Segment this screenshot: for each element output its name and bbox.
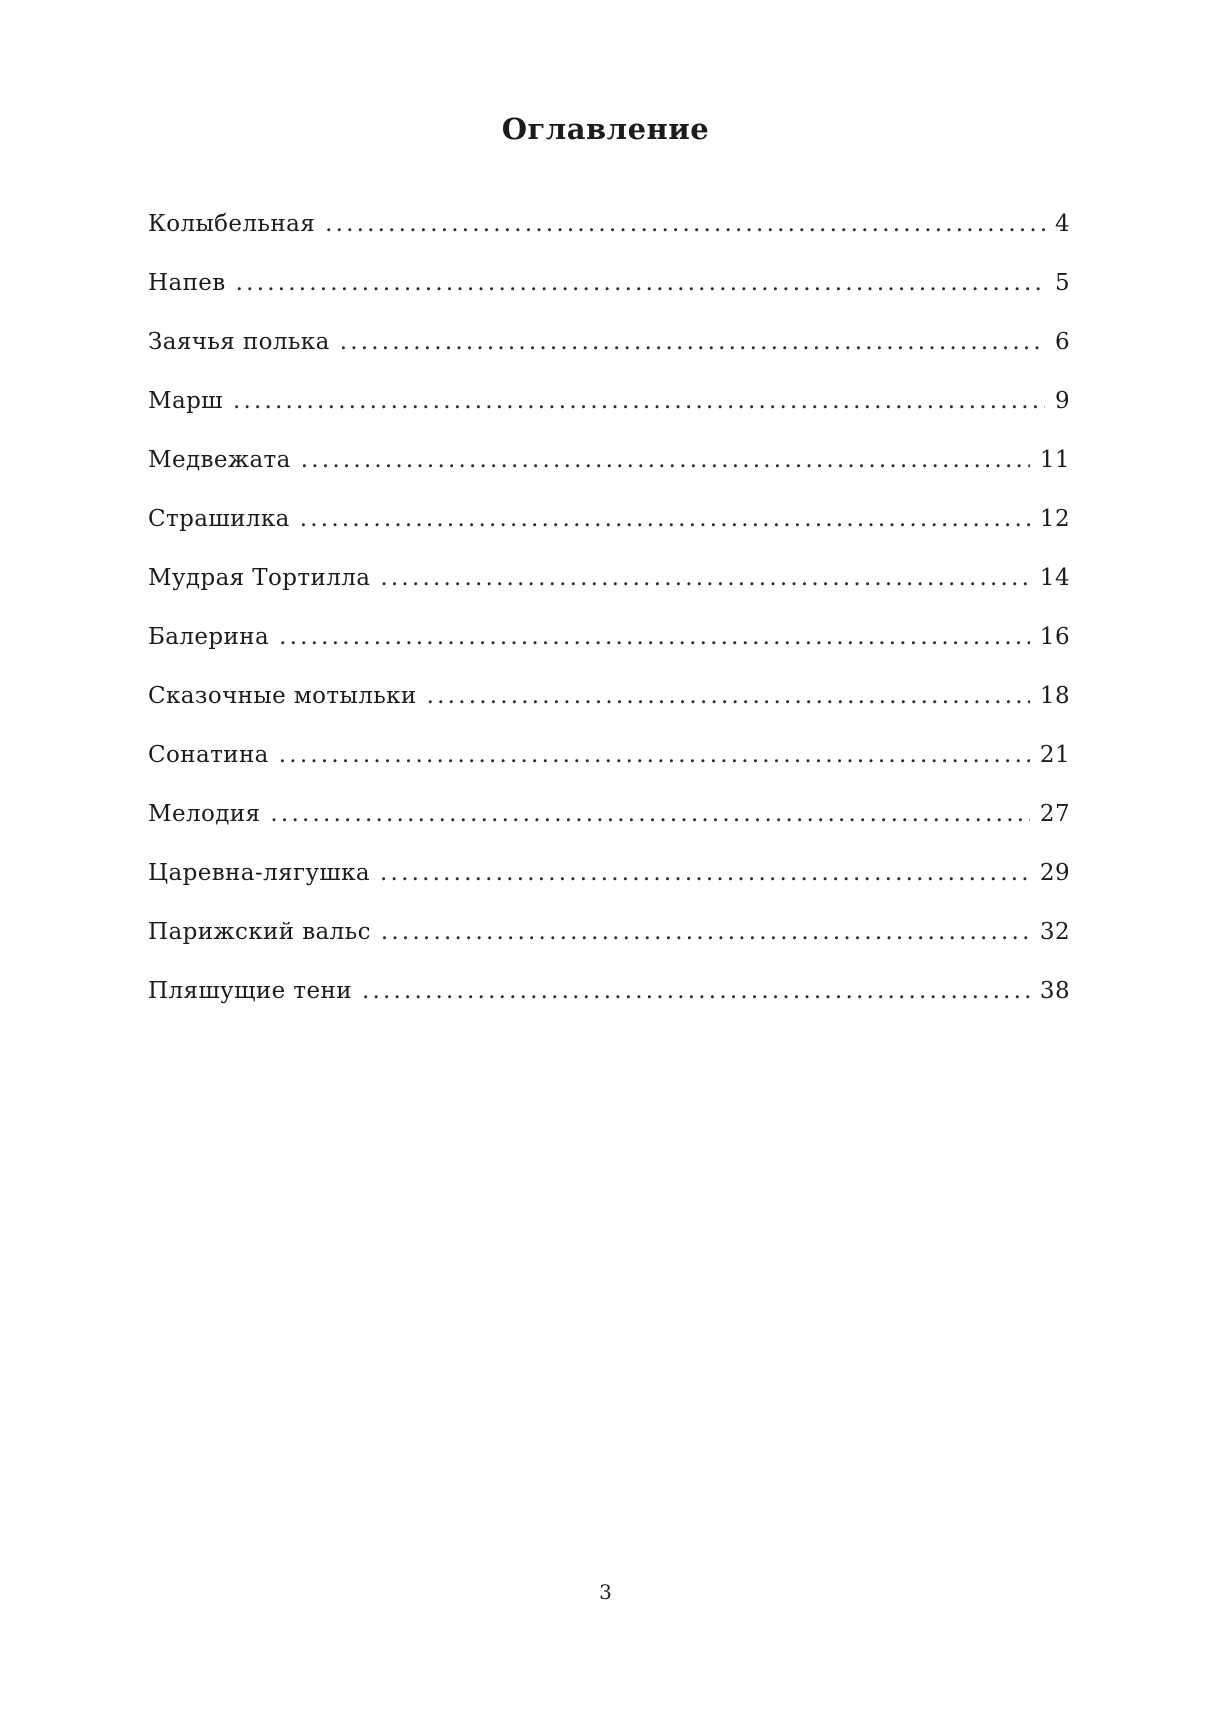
toc-entry-title: Царевна-лягушка xyxy=(148,860,371,886)
toc-entry xyxy=(148,328,1070,387)
toc-dot-leader xyxy=(362,977,1030,1005)
toc-entry-page: 29 xyxy=(1039,860,1070,886)
toc-dot-leader xyxy=(233,387,1045,415)
page-title: Оглавление xyxy=(501,112,710,146)
toc-entry-title: Марш xyxy=(148,388,223,414)
toc-entry-title: Парижский вальс xyxy=(148,919,371,945)
toc-entry-title: Заячья полька xyxy=(148,329,330,355)
toc-entry-page: 32 xyxy=(1039,919,1070,945)
toc-entry xyxy=(148,505,1070,564)
toc-entry-title: Балерина xyxy=(148,624,270,650)
toc-dot-leader xyxy=(340,328,1045,356)
toc-entry-page: 6 xyxy=(1054,329,1070,355)
toc-dot-leader xyxy=(380,564,1030,592)
toc-entry xyxy=(148,623,1070,682)
toc-entry xyxy=(148,210,1070,269)
toc-entry-page: 21 xyxy=(1039,742,1070,768)
toc-entry xyxy=(148,446,1070,505)
toc-dot-leader xyxy=(381,918,1030,946)
toc-entry-page: 12 xyxy=(1039,506,1070,532)
toc-dot-leader xyxy=(427,682,1030,710)
table-of-contents xyxy=(148,210,1070,1036)
toc-dot-leader xyxy=(380,859,1030,887)
toc-entry-page: 38 xyxy=(1039,978,1070,1004)
page-number: 3 xyxy=(599,1580,612,1604)
toc-entry-title: Сказочные мотыльки xyxy=(148,683,417,709)
toc-entry-title: Колыбельная xyxy=(148,211,316,237)
toc-entry-title: Мудрая Тортилла xyxy=(148,565,371,591)
toc-entry xyxy=(148,977,1070,1036)
toc-entry-page: 4 xyxy=(1054,211,1070,237)
toc-entry xyxy=(148,387,1070,446)
toc-dot-leader xyxy=(279,741,1030,769)
toc-entry-title: Страшилка xyxy=(148,506,290,532)
toc-entry-page: 9 xyxy=(1054,388,1070,414)
toc-dot-leader xyxy=(301,446,1030,474)
toc-dot-leader xyxy=(270,800,1030,828)
toc-entry-page: 5 xyxy=(1054,270,1070,296)
toc-entry xyxy=(148,859,1070,918)
toc-entry xyxy=(148,682,1070,741)
toc-entry-page: 14 xyxy=(1039,565,1070,591)
toc-dot-leader xyxy=(300,505,1030,533)
toc-entry-page: 11 xyxy=(1039,447,1070,473)
toc-entry xyxy=(148,269,1070,328)
toc-entry xyxy=(148,741,1070,800)
toc-entry-page: 18 xyxy=(1039,683,1070,709)
toc-entry-page: 27 xyxy=(1039,801,1070,827)
toc-entry-title: Сонатина xyxy=(148,742,269,768)
toc-entry-title: Напев xyxy=(148,270,226,296)
toc-entry-page: 16 xyxy=(1039,624,1070,650)
toc-entry xyxy=(148,564,1070,623)
toc-entry-title: Медвежата xyxy=(148,447,291,473)
toc-dot-leader xyxy=(236,269,1045,297)
toc-entry-title: Пляшущие тени xyxy=(148,978,352,1004)
toc-dot-leader xyxy=(279,623,1030,651)
toc-entry xyxy=(148,800,1070,859)
toc-entry-title: Мелодия xyxy=(148,801,261,827)
toc-dot-leader xyxy=(325,210,1045,238)
toc-entry xyxy=(148,918,1070,977)
